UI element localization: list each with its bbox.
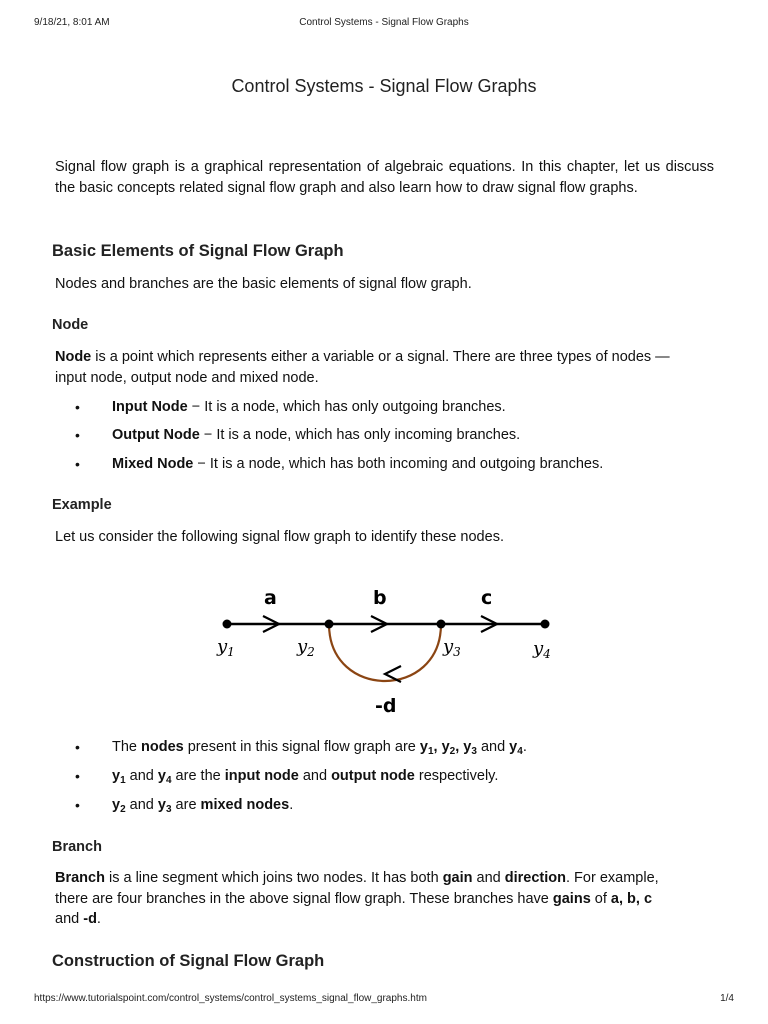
mixed-node-desc: − It is a node, which has both incoming and outgoing branches. xyxy=(193,456,604,472)
intro-paragraph: Signal flow graph is a graphical representation of algebraic equations. In this chapter, let us discuss the basic concepts related signal flow graph and also learn how to draw signal flow graphs. xyxy=(55,159,714,196)
example-text: Let us consider the following signal flow graph to identify these nodes. xyxy=(55,529,504,545)
gain-c: c xyxy=(481,587,493,609)
label-y3: $y_3$ xyxy=(443,636,461,659)
heading-node: Node xyxy=(52,317,89,333)
mixed-node-term: Mixed Node xyxy=(112,456,194,472)
input-node-desc: − It is a node, which has only outgoing branches. xyxy=(187,399,506,415)
list-item-input-output: $y_1$ and $y_4$ are the input node and output node respectively. xyxy=(112,768,499,786)
gain-minus-d: -d xyxy=(375,695,397,717)
gain-b: b xyxy=(373,587,387,609)
label-y1: $y_1$ xyxy=(217,636,235,659)
heading-branch: Branch xyxy=(52,839,102,855)
node-definition xyxy=(55,347,714,388)
list-item-mixed-node xyxy=(112,454,603,474)
list-item-mixed-nodes: $y_2$ and $y_3$ are mixed nodes. xyxy=(112,797,294,815)
heading-construction: Construction of Signal Flow Graph xyxy=(52,952,325,970)
label-y2: $y_2$ xyxy=(297,636,315,659)
branch-definition: Branch is a line segment which joins two nodes. It has both gain and direction. For example, there are four branches in the above signal flow graph. These branches have gains of a, b, c and -d. xyxy=(55,870,659,927)
page-title: Control Systems - Signal Flow Graphs xyxy=(231,76,537,96)
print-page-title: Control Systems - Signal Flow Graphs xyxy=(299,17,469,28)
node-def-line1: is a point which represents either a variable or a signal. There are three types of nodes — xyxy=(91,349,670,365)
list-item-input-node xyxy=(112,397,506,417)
footer-url: https://www.tutorialspoint.com/control_systems/control_systems_signal_flow_graphs.htm xyxy=(34,993,427,1004)
node-term: Node xyxy=(55,349,92,365)
bullet-dot: • xyxy=(75,399,80,415)
node-y1 xyxy=(223,620,232,629)
feedback-branch xyxy=(329,624,441,681)
bullet-dot: • xyxy=(75,797,80,813)
node-def-line2: input node, output node and mixed node. xyxy=(55,369,319,386)
bullet-dot: • xyxy=(75,739,80,755)
footer-page-number: 1/4 xyxy=(720,993,734,1004)
list-item-output-node xyxy=(112,425,520,445)
heading-example: Example xyxy=(52,497,112,513)
bullet-dot: • xyxy=(75,768,80,784)
label-y4: $y_4$ xyxy=(533,638,551,661)
signal-flow-graph xyxy=(205,580,565,720)
node-y2 xyxy=(325,620,334,629)
bullet-dot: • xyxy=(75,456,80,472)
list-item-nodes-present: The nodes present in this signal flow graph are $y_1$, $y_2$, $y_3$ and $y_4$. xyxy=(112,739,527,757)
node-y4 xyxy=(541,620,550,629)
basic-elements-text: Nodes and branches are the basic elements of signal flow graph. xyxy=(55,276,472,292)
input-node-term: Input Node xyxy=(112,399,188,415)
print-datetime: 9/18/21, 8:01 AM xyxy=(34,17,110,28)
heading-basic-elements: Basic Elements of Signal Flow Graph xyxy=(52,242,344,260)
node-y3 xyxy=(437,620,446,629)
gain-a: a xyxy=(264,587,277,609)
output-node-desc: − It is a node, which has only incoming branches. xyxy=(199,427,521,443)
output-node-term: Output Node xyxy=(112,427,200,443)
bullet-dot: • xyxy=(75,427,80,443)
